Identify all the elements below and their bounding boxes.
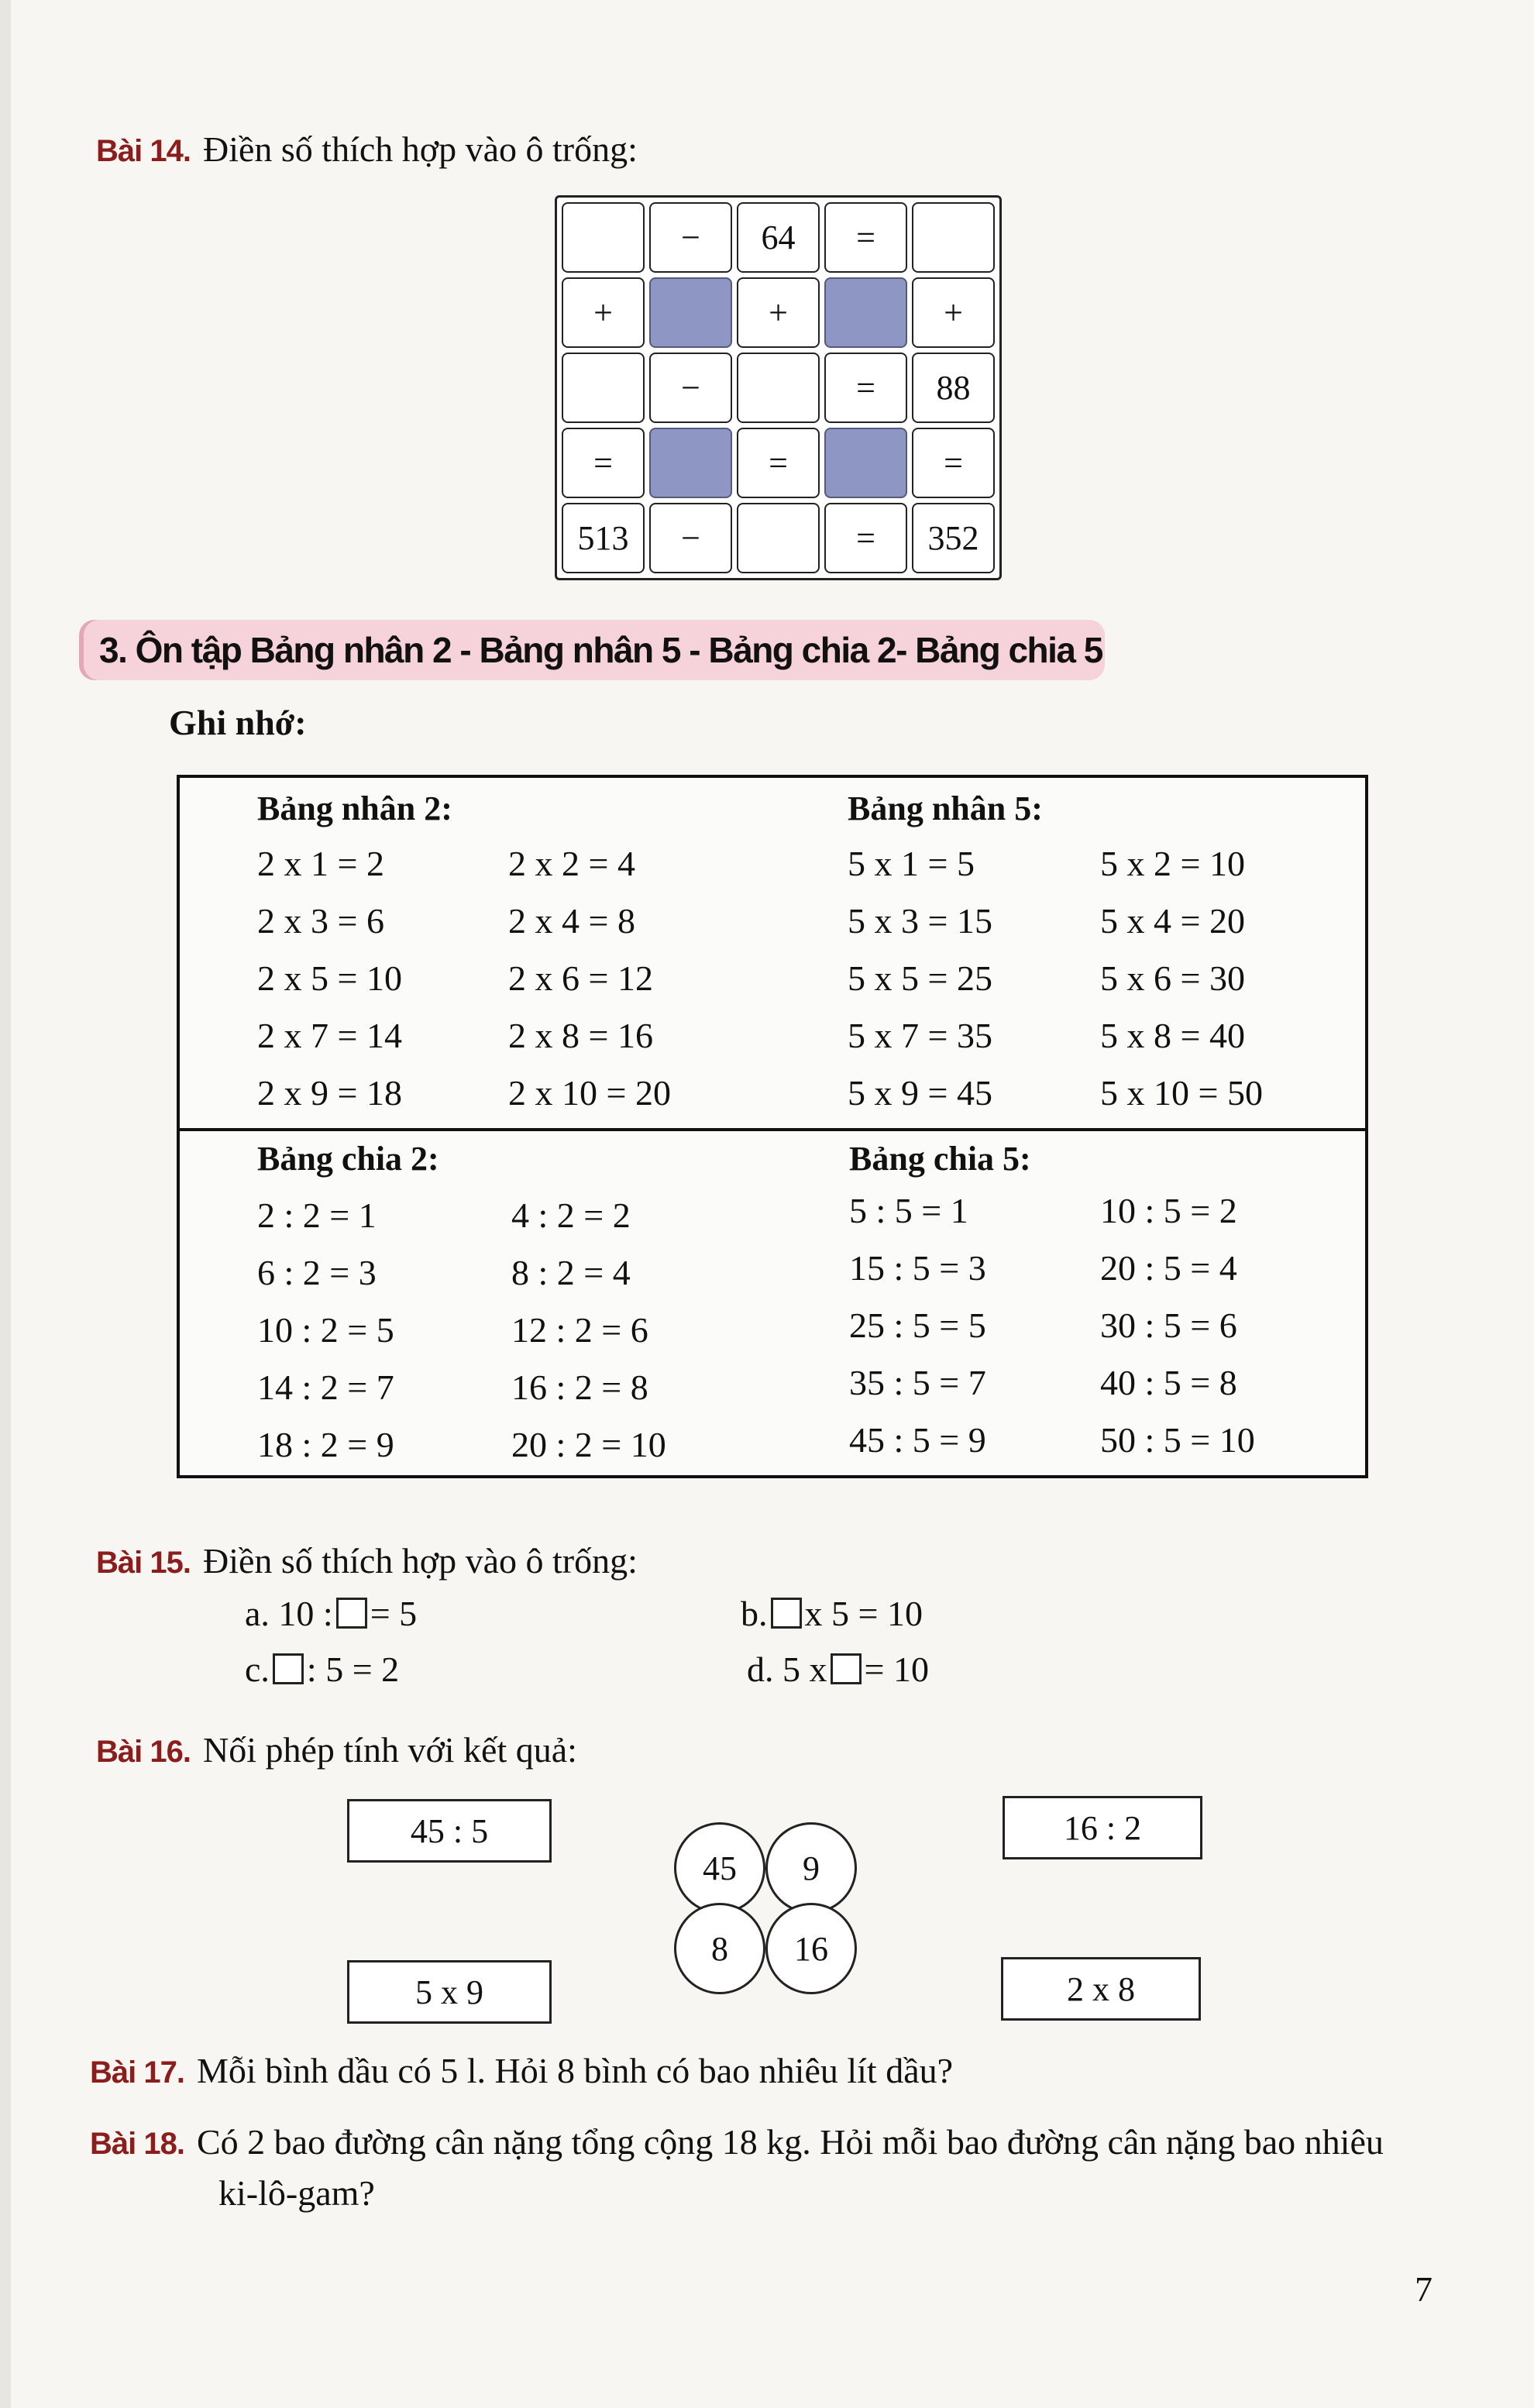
fact: 50 : 5 = 10	[1100, 1420, 1255, 1460]
exercise-15-d	[747, 1649, 929, 1690]
fact: 45 : 5 = 9	[849, 1420, 986, 1460]
fact: 5 x 7 = 35	[848, 1016, 992, 1055]
option-before: 5 x	[782, 1649, 827, 1689]
fact: 2 x 7 = 14	[257, 1016, 402, 1055]
option-after: : 5 = 2	[306, 1649, 400, 1689]
tables-divider	[180, 1128, 1365, 1131]
exercise-14-heading	[96, 129, 638, 170]
fact: 20 : 2 = 10	[511, 1425, 666, 1464]
fact: 5 x 3 = 15	[848, 901, 992, 941]
fact: 2 x 2 = 4	[508, 844, 635, 883]
option-letter: c.	[245, 1649, 270, 1689]
fact: 5 : 5 = 1	[849, 1191, 968, 1230]
puzzle-cell-operator: −	[649, 353, 732, 423]
fact: 10 : 2 = 5	[257, 1310, 394, 1350]
answer-blank[interactable]	[771, 1598, 802, 1629]
page-edge	[0, 0, 11, 2408]
puzzle-cell-number: 513	[562, 503, 645, 573]
fact: 8 : 2 = 4	[511, 1253, 631, 1292]
fact: 2 x 10 = 20	[508, 1073, 671, 1113]
fact: 5 x 10 = 50	[1100, 1073, 1263, 1113]
fact: 5 x 6 = 30	[1100, 958, 1245, 998]
fact: 2 x 4 = 8	[508, 901, 635, 941]
option-letter: a.	[245, 1594, 270, 1633]
fact: 20 : 5 = 4	[1100, 1248, 1237, 1288]
expression-box[interactable]: 45 : 5	[347, 1799, 552, 1863]
fact: 5 x 9 = 45	[848, 1073, 992, 1113]
fact: 5 x 2 = 10	[1100, 844, 1245, 883]
option-letter: b.	[741, 1594, 768, 1633]
fact: 30 : 5 = 6	[1100, 1305, 1237, 1345]
answer-blank[interactable]	[273, 1653, 304, 1684]
puzzle-cell-operator: −	[649, 503, 732, 573]
puzzle-cell-operator: =	[737, 428, 820, 498]
fact: 5 x 8 = 40	[1100, 1016, 1245, 1055]
result-circle[interactable]: 8	[674, 1903, 765, 1994]
puzzle-cell-operator: +	[912, 277, 995, 348]
exercise-15-c	[245, 1649, 399, 1690]
table-title-mul2: Bảng nhân 2:	[257, 789, 452, 827]
expression-box[interactable]: 5 x 9	[347, 1960, 552, 2024]
exercise-16-label: Bài 16.	[96, 1735, 191, 1769]
fact: 2 x 9 = 18	[257, 1073, 402, 1113]
fact: 15 : 5 = 3	[849, 1248, 986, 1288]
fact: 4 : 2 = 2	[511, 1195, 631, 1235]
exercise-18-line1: Có 2 bao đường cân nặng tổng cộng 18 kg. Hỏi mỗi bao đường cân nặng bao nhiêu	[196, 2122, 1384, 2162]
multiplication-division-tables	[177, 775, 1368, 1478]
fact: 5 x 1 = 5	[848, 844, 975, 883]
fact: 25 : 5 = 5	[849, 1305, 986, 1345]
exercise-14-text: Điền số thích hợp vào ô trống:	[202, 129, 638, 169]
fact: 6 : 2 = 3	[257, 1253, 377, 1292]
exercise-16-heading	[96, 1729, 577, 1770]
puzzle-cell-operator: =	[824, 202, 907, 273]
fact: 2 x 1 = 2	[257, 844, 384, 883]
number-puzzle-grid	[555, 195, 1002, 580]
fact: 2 : 2 = 1	[257, 1195, 377, 1235]
result-circle[interactable]: 45	[674, 1822, 765, 1914]
answer-blank[interactable]	[336, 1598, 367, 1629]
puzzle-cell-operator: =	[824, 353, 907, 423]
fact: 12 : 2 = 6	[511, 1310, 648, 1350]
puzzle-cell-operator: =	[824, 503, 907, 573]
puzzle-cell-input[interactable]	[562, 353, 645, 423]
option-after: = 10	[864, 1649, 929, 1689]
puzzle-cell-shaded	[649, 277, 732, 348]
fact: 35 : 5 = 7	[849, 1363, 986, 1402]
puzzle-cell-input[interactable]	[737, 503, 820, 573]
exercise-15-label: Bài 15.	[96, 1546, 191, 1580]
puzzle-cell-operator: =	[562, 428, 645, 498]
table-title-div2: Bảng chia 2:	[257, 1140, 439, 1178]
fact: 5 x 5 = 25	[848, 958, 992, 998]
puzzle-cell-operator: −	[649, 202, 732, 273]
exercise-17-text: Mỗi bình dầu có 5 l. Hỏi 8 bình có bao nhiêu lít dầu?	[196, 2051, 954, 2090]
option-letter: d.	[747, 1649, 774, 1689]
exercise-18	[90, 2121, 1384, 2162]
puzzle-cell-input[interactable]	[737, 353, 820, 423]
fact: 2 x 3 = 6	[257, 901, 384, 941]
puzzle-cell-number: 88	[912, 353, 995, 423]
puzzle-cell-input[interactable]	[912, 202, 995, 273]
fact: 2 x 5 = 10	[257, 958, 402, 998]
expression-box[interactable]: 2 x 8	[1001, 1957, 1201, 2021]
option-after: x 5 = 10	[804, 1594, 923, 1633]
fact: 2 x 8 = 16	[508, 1016, 653, 1055]
result-circle[interactable]: 16	[765, 1903, 857, 1994]
puzzle-cell-number: 352	[912, 503, 995, 573]
fact: 14 : 2 = 7	[257, 1367, 394, 1407]
puzzle-cell-shaded	[824, 428, 907, 498]
table-title-div5: Bảng chia 5:	[849, 1140, 1031, 1178]
option-after: = 5	[370, 1594, 418, 1633]
option-before: 10 :	[278, 1594, 333, 1633]
answer-blank[interactable]	[831, 1653, 862, 1684]
exercise-16-text: Nối phép tính với kết quả:	[202, 1730, 577, 1770]
table-title-mul5: Bảng nhân 5:	[848, 789, 1043, 827]
fact: 5 x 4 = 20	[1100, 901, 1245, 941]
page-number: 7	[1415, 2269, 1433, 2309]
fact: 10 : 5 = 2	[1100, 1191, 1237, 1230]
exercise-14-label: Bài 14.	[96, 134, 191, 168]
fact: 16 : 2 = 8	[511, 1367, 648, 1407]
puzzle-cell-input[interactable]	[562, 202, 645, 273]
puzzle-cell-operator: +	[562, 277, 645, 348]
exercise-15-b	[741, 1593, 923, 1634]
fact: 18 : 2 = 9	[257, 1425, 394, 1464]
puzzle-cell-operator: +	[737, 277, 820, 348]
memo-title: Ghi nhớ:	[169, 703, 307, 742]
result-circle[interactable]: 9	[765, 1822, 857, 1914]
puzzle-cell-number: 64	[737, 202, 820, 273]
fact: 2 x 6 = 12	[508, 958, 653, 998]
puzzle-cell-shaded	[649, 428, 732, 498]
puzzle-cell-shaded	[824, 277, 907, 348]
exercise-17-label: Bài 17.	[90, 2055, 184, 2090]
expression-box[interactable]: 16 : 2	[1003, 1796, 1202, 1859]
section-3-heading: 3. Ôn tập Bảng nhân 2 - Bảng nhân 5 - Bảng chia 2- Bảng chia 5	[84, 620, 1105, 680]
exercise-18-line2: ki-lô-gam?	[218, 2173, 375, 2213]
exercise-17	[90, 2050, 953, 2091]
exercise-18-label: Bài 18.	[90, 2127, 184, 2161]
fact: 40 : 5 = 8	[1100, 1363, 1237, 1402]
exercise-15-a	[245, 1593, 417, 1634]
exercise-15-heading	[96, 1540, 638, 1581]
puzzle-cell-operator: =	[912, 428, 995, 498]
exercise-15-text: Điền số thích hợp vào ô trống:	[202, 1541, 638, 1581]
